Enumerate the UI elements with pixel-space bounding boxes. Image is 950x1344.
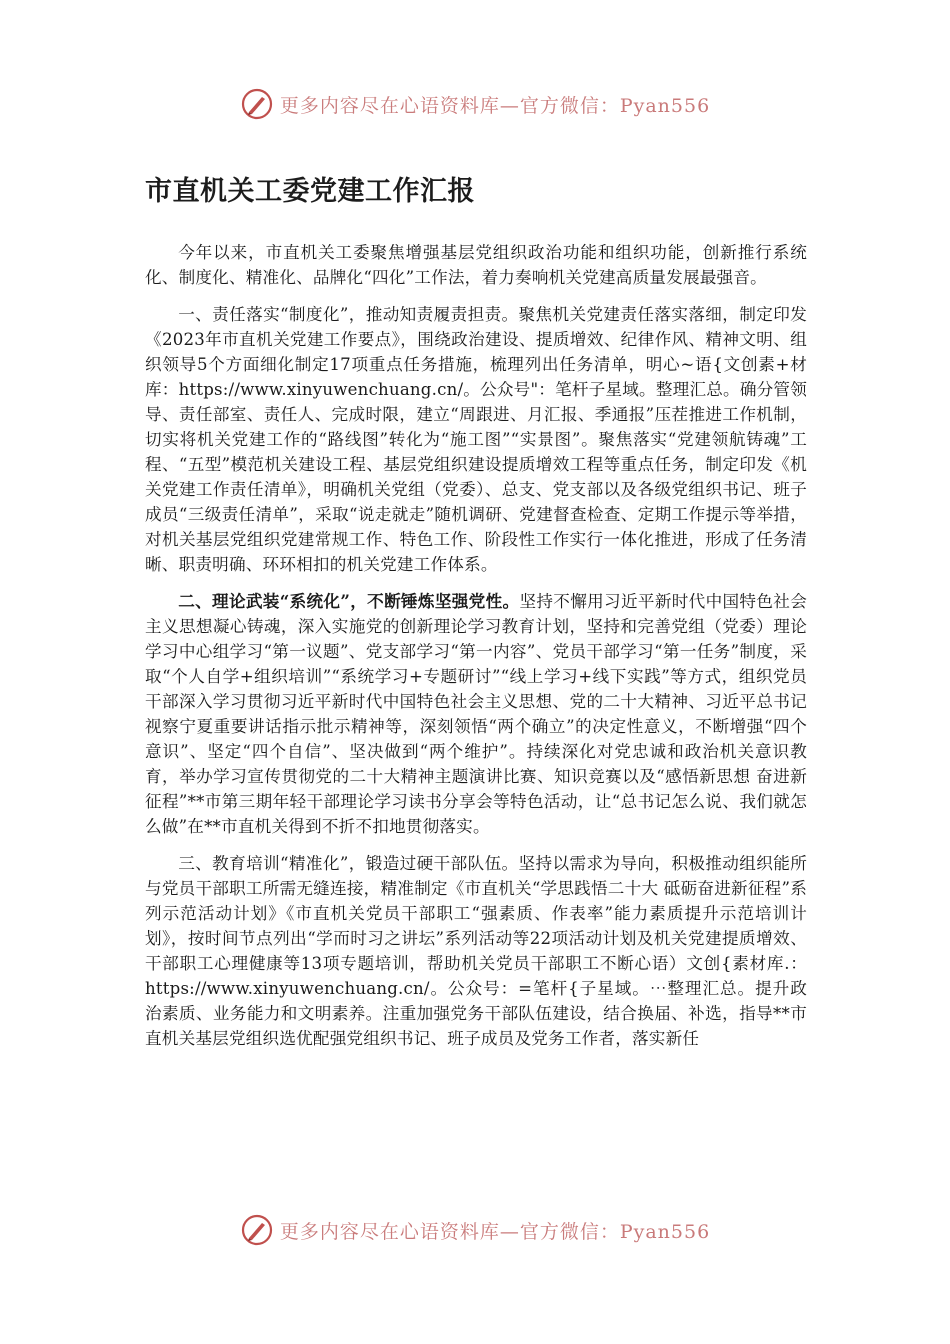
section-3-paragraph: 三、教育培训“精准化”，锻造过硬干部队伍。坚持以需求为导向，积极推动组织能所与党员干部职工所需无缝连接，精准制定《市直机关“学思践悟二十大 砥砺奋进新征程”系列示范活动计划》《市直机关党员干部职工“强素质、作表率”能力素质提升示范培训计划》，按时间节点列出“学而时习之讲坛”系列活动等22项活动计划及机关党建提质增效、干部职工心理健康等13项专题培训，帮助机关党员干部职工不断心语）文创{素材库.：https://www.xinyuwenchuang.cn/。公众号：=笔杆{子星域。⋯整理汇总。提升政治素质、业务能力和文明素养。注重加强党务干部队伍建设，结合换届、补选，指导**市直机关基层党组织选优配强党组织书记、班子成员及党务工作者，落实新任 [145,854,807,1048]
intro-paragraph: 今年以来，市直机关工委聚焦增强基层党组织政治功能和组织功能，创新推行系统化、制度化、精准化、品牌化“四化”工作法，着力奏响机关党建高质量发展最强音。 [145,243,807,287]
watermark-banner-top [0,84,950,124]
document-title: 市直机关工委党建工作汇报 [145,176,475,207]
document-body [145,170,807,1063]
section-2-paragraph [145,589,807,839]
section-2-heading: 二、理论武装“系统化”，不断锤炼坚强党性。 [178,591,520,611]
pen-in-circle-logo-icon [240,1213,274,1247]
watermark-banner-bottom [0,1210,950,1250]
pen-in-circle-logo-icon [240,87,274,121]
watermark-text: 更多内容尽在心语资料库—官方微信：Pyan556 [279,94,711,117]
section-1-paragraph: 一、责任落实“制度化”，推动知责履责担责。聚焦机关党建责任落实落细，制定印发《2023年市直机关党建工作要点》，围绕政治建设、提质增效、纪律作风、精神文明、组织领导5个方面细化制定17项重点任务措施，梳理列出任务清单，明心~语{文创素+材库：https://www.xinyuwenchuang.cn/。公众号"：笔杆子星域。整理汇总。确分管领导、责任部室、责任人、完成时限，建立“周跟进、月汇报、季通报”压茬推进工作机制，切实将机关党建工作的“路线图”转化为“施工图”“实景图”。聚焦落实“党建领航铸魂”工程、“五型”模范机关建设工程、基层党组织建设提质增效工程等重点任务，制定印发《机关党建工作责任清单》，明确机关党组（党委）、总支、党支部以及各级党组织书记、班子成员“三级责任清单”，采取“说走就走”随机调研、党建督查检查、定期工作提示等举措，对机关基层党组织党建常规工作、特色工作、阶段性工作实行一体化推进，形成了任务清晰、职责明确、环环相扣的机关党建工作体系。 [145,305,807,574]
section-2-body: 坚持不懈用习近平新时代中国特色社会主义思想凝心铸魂，深入实施党的创新理论学习教育计划，坚持和完善党组（党委）理论学习中心组学习“第一议题”、党支部学习“第一内容”、党员干部学习“第一任务”制度，采取“个人自学+组织培训”“系统学习+专题研讨”“线上学习+线下实践”等方式，组织党员干部深入学习贯彻习近平新时代中国特色社会主义思想、党的二十大精神、习近平总书记视察宁夏重要讲话指示批示精神等，深刻领悟“两个确立”的决定性意义，不断增强“四个意识”、坚定“四个自信”、坚决做到“两个维护”。持续深化对党忠诚和政治机关意识教育，举办学习宣传贯彻党的二十大精神主题演讲比赛、知识竞赛以及“感悟新思想 奋进新征程”**市第三期年轻干部理论学习读书分享会等特色活动，让“总书记怎么说、我们就怎么做”在**市直机关得到不折不扣地贯彻落实。 [145,592,807,836]
watermark-text: 更多内容尽在心语资料库—官方微信：Pyan556 [279,1220,711,1243]
